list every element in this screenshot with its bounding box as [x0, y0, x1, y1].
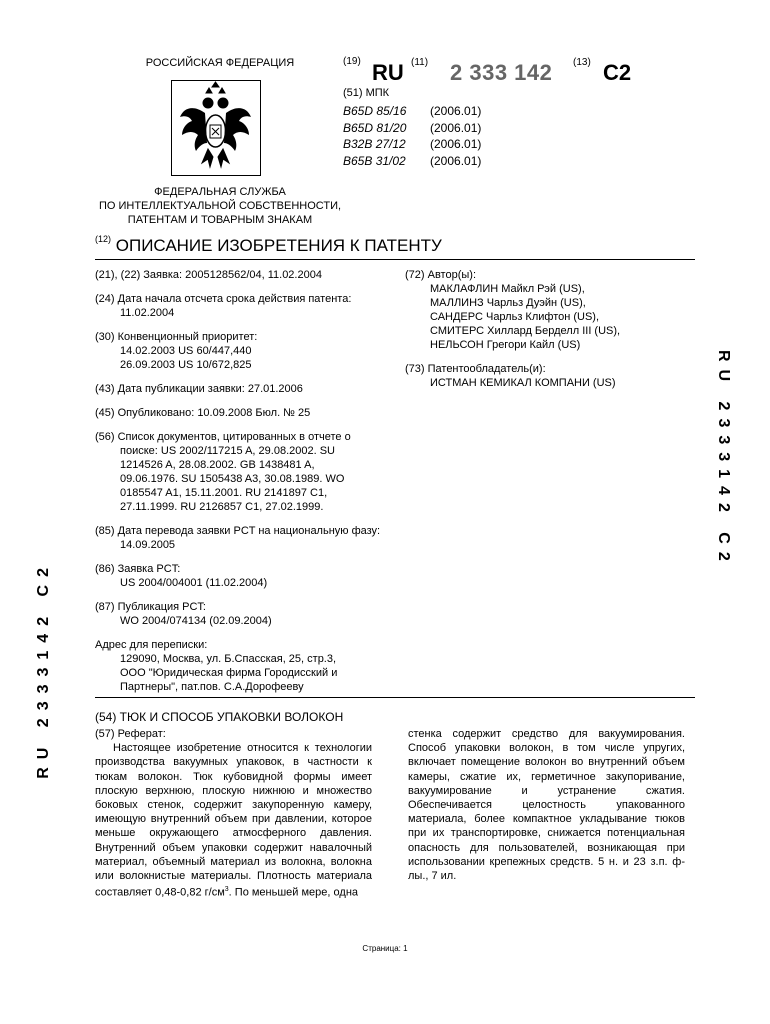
bib-right [405, 268, 705, 390]
pct-pub: WO 2004/074134 (02.09.2004) [120, 615, 272, 627]
abstract-text: Настоящее изобретение относится к технологии производства вакуумных упаковок, в частности к тюкам волокон. Тюк кубовидной формы имеет плоскую верхнюю, плоскую нижнюю и множество боковых стенок, содержит закупоренную камеру, имеющую внутренний объем при давлении, которое меньше окружающего атмосферного давления. Внутренний объем упаковки содержит навалочный материал, объемный материал из волокна, волокна или волокнистые материалы. Плотность материала составляет 0,48-0,82 г/см [95, 742, 372, 899]
ipc-version: (2006.01) [430, 153, 482, 168]
ipc-version: (2006.01) [430, 120, 482, 135]
citations-label: (56) Список документов, цитированных в отчете о [95, 431, 351, 443]
ipc-row [343, 120, 481, 137]
abstract-left-column [95, 727, 372, 900]
address-line: 129090, Москва, ул. Б.Спасская, 25, стр.3, [120, 653, 337, 665]
pub-app-field: (43) Дата публикации заявки: 27.01.2006 [95, 383, 303, 395]
citation-line: 0185547 A1, 15.11.2001. RU 2141897 C1, [120, 487, 328, 499]
page-number: Страница: 1 [362, 944, 408, 953]
pct-pub-label: (87) Публикация PCT: [95, 601, 206, 613]
abstract-right-column [408, 727, 685, 883]
agency-line: ПО ИНТЕЛЛЕКТУАЛЬНОЙ СОБСТВЕННОСТИ, [98, 200, 342, 212]
author: МАКЛАФЛИН Майкл Рэй (US), [430, 283, 585, 295]
ipc-row [343, 153, 481, 170]
address-line: ООО "Юридическая фирма Городисский и [120, 667, 338, 679]
kind-code: C2 [603, 60, 632, 85]
ipc-code: B32B 27/12 [343, 137, 406, 151]
author: НЕЛЬСОН Грегори Кайл (US) [430, 339, 581, 351]
citation-line: 27.11.1999. RU 2126857 C1, 27.02.1999. [120, 501, 324, 513]
country-code: RU [372, 60, 404, 85]
priority-item: 14.02.2003 US 60/447,440 [120, 345, 252, 357]
document-type: ОПИСАНИЕ ИЗОБРЕТЕНИЯ К ПАТЕНТУ [115, 236, 442, 255]
authors-label: (72) Автор(ы): [405, 269, 476, 281]
country-name: РОССИЙСКАЯ ФЕДЕРАЦИЯ [145, 57, 295, 69]
ipc-version: (2006.01) [430, 104, 482, 118]
double-headed-eagle-icon [172, 81, 259, 174]
owner-label: (73) Патентообладатель(и): [405, 363, 546, 375]
ipc-list [343, 103, 481, 169]
inid-19: (19) [343, 56, 361, 67]
pct-translation-label: (85) Дата перевода заявки PCT на национальную фазу: [95, 525, 381, 537]
mpk-label: (51) МПК [343, 87, 390, 99]
address-line: Партнеры", пат.пов. С.А.Дорофееву [120, 681, 304, 693]
abstract-text-left [95, 741, 372, 900]
agency-name [80, 185, 360, 227]
inid-12: (12) [95, 234, 112, 244]
author: МАЛЛИНЗ Чарльз Дуэйн (US), [430, 297, 586, 309]
agency-line: ФЕДЕРАЛЬНАЯ СЛУЖБА [154, 186, 286, 198]
application-field: (21), (22) Заявка: 2005128562/04, 11.02.2004 [95, 269, 322, 281]
owner: ИСТМАН КЕМИКАЛ КОМПАНИ (US) [430, 377, 616, 389]
abstract-text-end: . По меньшей мере, одна [228, 886, 359, 899]
ipc-row [343, 103, 481, 120]
ipc-code: B65D 81/20 [343, 120, 407, 135]
citation-line: 09.06.1976. SU 1505438 A3, 30.08.1989. WO [120, 473, 345, 485]
author: САНДЕРС Чарльз Клифтон (US), [430, 311, 600, 323]
address-label: Адрес для переписки: [95, 639, 208, 651]
start-date-label: (24) Дата начала отсчета срока действия патента: [95, 293, 352, 305]
ipc-row [343, 136, 481, 153]
superscript: 3 [224, 886, 229, 894]
abstract-text-right: стенка содержит средство для вакуумирования. Способ упаковки волокон, в том числе упругих, включает помещение волокон во внутренний объем камеры, сжатие их, герметичное закупоривание, вакуумирование и устранение сжатия. Обеспечивается целостность упакованного материала, более компактное укладывание тюков при их транспортировке, снижается потенциальная опасность для пользователей, возникающая при использовании крепежных средств. 5 н. и 23 з.п. ф-лы., 7 ил. [408, 728, 685, 883]
divider [95, 259, 695, 260]
state-emblem [171, 80, 261, 176]
pct-translation: 14.09.2005 [120, 539, 176, 551]
patent-number: 2 333 142 [450, 60, 553, 85]
ipc-version: (2006.01) [430, 137, 482, 151]
invention-title: (54) ТЮК И СПОСОБ УПАКОВКИ ВОЛОКОН [95, 710, 344, 724]
author: СМИТЕРС Хиллард Берделл III (US), [430, 325, 621, 337]
priority-label: (30) Конвенционный приоритет: [95, 331, 258, 343]
priority-item: 26.09.2003 US 10/672,825 [120, 359, 252, 371]
divider [95, 697, 695, 698]
abstract-label: (57) Реферат: [95, 728, 166, 740]
citation-line: 1214526 A, 28.08.2002. GB 1438481 A, [120, 459, 315, 471]
side-patent-number-left: RU 2333142 C2 [35, 560, 52, 779]
ipc-code: B65B 31/02 [343, 153, 406, 168]
pct-app: US 2004/004001 (11.02.2004) [120, 577, 268, 589]
published-field: (45) Опубликовано: 10.09.2008 Бюл. № 25 [95, 407, 311, 419]
inid-13: (13) [573, 57, 591, 68]
document-title [95, 236, 442, 256]
bib-left [95, 268, 395, 694]
pct-app-label: (86) Заявка PCT: [95, 563, 181, 575]
ipc-code: B65D 85/16 [343, 104, 407, 118]
agency-line: ПАТЕНТАМ И ТОВАРНЫМ ЗНАКАМ [127, 214, 313, 226]
side-patent-number-right: RU 2333142 C2 [715, 350, 732, 569]
citation-line: поиске: US 2002/117215 A, 29.08.2002. SU [120, 445, 335, 457]
start-date: 11.02.2004 [120, 307, 175, 319]
inid-11: (11) [411, 57, 429, 68]
